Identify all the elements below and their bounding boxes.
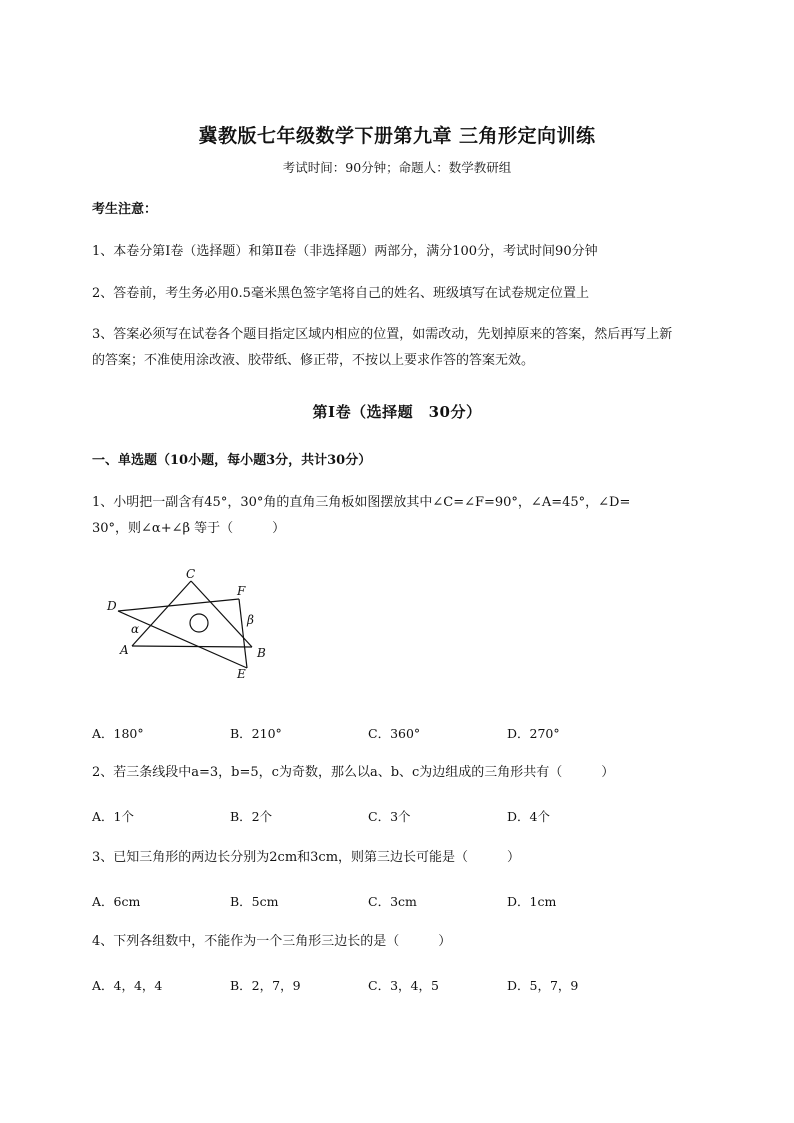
q4-option-b[interactable]: B．2，7，9	[230, 978, 301, 993]
q1-option-b[interactable]: B．210°	[230, 726, 282, 741]
page-title: 冀教版七年级数学下册第九章 三角形定向训练	[198, 125, 596, 147]
label-d: D	[107, 599, 117, 613]
label-a: A	[120, 643, 129, 657]
section-heading: 一、单选题（10小题，每小题3分，共计30分）	[92, 453, 372, 468]
segment-df	[118, 599, 239, 611]
hole-circle	[190, 614, 208, 632]
notice-item-3: 3、答案必须写在试卷各个题目指定区域内相应的位置，如需改动，先划掉原来的答案，然后再写上新	[92, 327, 673, 342]
q1-option-c[interactable]: C．360°	[368, 726, 421, 741]
notice-item-3-cont: 的答案；不准使用涂改液、胶带纸、修正带，不按以上要求作答的答案无效。	[92, 353, 535, 368]
segment-ab	[132, 646, 252, 647]
label-beta: β	[247, 613, 254, 627]
segment-ac	[132, 581, 191, 646]
q2-option-b[interactable]: B．2个	[230, 809, 273, 824]
label-c: C	[186, 567, 196, 581]
label-e: E	[237, 667, 246, 681]
question-1-line-1: 1、小明把一副含有45°，30°角的直角三角板如图摆放其中∠C=∠F=90°，∠A=45°，∠D=	[92, 495, 631, 510]
q2-option-a[interactable]: A．1个	[92, 809, 134, 824]
label-f: F	[237, 584, 246, 598]
question-3-line-1: 3、已知三角形的两边长分别为2cm和3cm，则第三边长可能是（ ）	[92, 850, 521, 865]
exam-info: 考试时间：90分钟；命题人：数学教研组	[282, 160, 512, 175]
q4-option-a[interactable]: A．4，4，4	[92, 978, 163, 993]
q3-option-a[interactable]: A．6cm	[92, 894, 141, 909]
question-2-line-1: 2、若三条线段中a=3，b=5，c为奇数，那么以a、b、c为边组成的三角形共有（ ）	[92, 765, 615, 780]
q1-option-a[interactable]: A．180°	[92, 726, 144, 741]
q4-option-d[interactable]: D．5，7，9	[507, 978, 579, 993]
q3-option-c[interactable]: C．3cm	[368, 894, 417, 909]
q3-option-b[interactable]: B．5cm	[230, 894, 279, 909]
q3-option-d[interactable]: D．1cm	[507, 894, 557, 909]
triangle-figure	[100, 565, 280, 685]
notice-item-1: 1、本卷分第I卷（选择题）和第Ⅱ卷（非选择题）两部分，满分100分，考试时间90分钟	[92, 244, 598, 259]
question-1-line-2: 30°，则∠α+∠β 等于（ ）	[92, 521, 286, 536]
q2-option-c[interactable]: C．3个	[368, 809, 411, 824]
part-title: 第I卷（选择题 30分）	[312, 403, 482, 421]
notice-heading: 考生注意：	[92, 202, 158, 217]
label-alpha: α	[131, 622, 140, 636]
notice-item-2: 2、答卷前，考生务必用0.5毫米黑色签字笔将自己的姓名、班级填写在试卷规定位置上	[92, 286, 589, 301]
q1-option-d[interactable]: D．270°	[507, 726, 560, 741]
q4-option-c[interactable]: C．3，4，5	[368, 978, 439, 993]
question-4-line-1: 4、下列各组数中，不能作为一个三角形三边长的是（ ）	[92, 934, 452, 949]
q2-option-d[interactable]: D．4个	[507, 809, 550, 824]
label-b: B	[257, 646, 266, 660]
